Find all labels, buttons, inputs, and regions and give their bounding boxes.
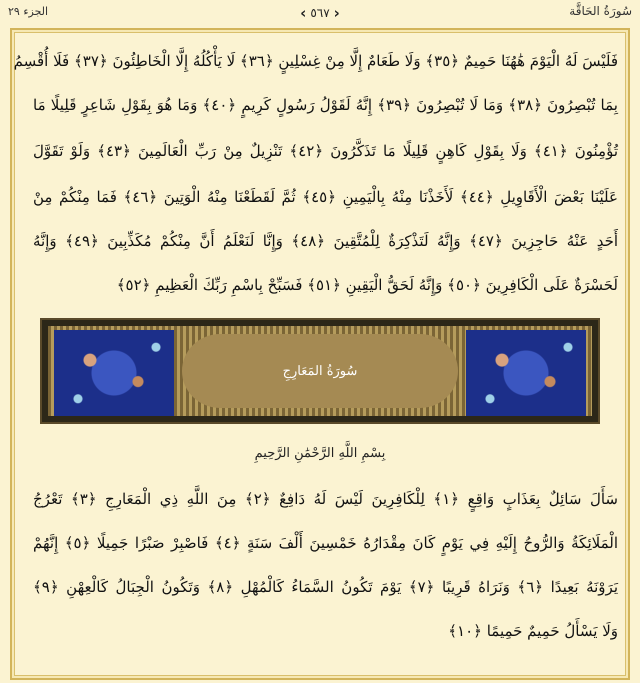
ayah-line: عَلَيْنَا بَعْضَ الْأَقَاوِيلِ ﴿٤٤﴾ لَأَخَذْنَا مِنْهُ بِالْيَمِينِ ﴿٤٥﴾ ثُمَّ لَقَطَعْنَا مِنْهُ الْوَتِينَ ﴿٤٦﴾ فَمَا مِنْكُمْ مِنْ (33, 188, 618, 206)
ayah-line: تُؤْمِنُونَ ﴿٤١﴾ وَلَا بِقَوْلِ كَاهِنٍ قَلِيلًا مَا تَذَكَّرُونَ ﴿٤٢﴾ تَنْزِيلٌ مِنْ رَبِّ الْعَالَمِينَ ﴿٤٣﴾ وَلَوْ تَقَوَّلَ (33, 142, 618, 160)
ayah-line: وَلَا يَسْأَلُ حَمِيمٌ حَمِيمًا ﴿١٠﴾ (448, 622, 618, 640)
ornament-tile-left (54, 330, 174, 416)
current-surah-name: سُورَةُ الحَاقَّة (569, 4, 632, 18)
chevron-right-icon[interactable]: › (333, 4, 340, 22)
ornament-tile-right (466, 330, 586, 416)
ayah-line: فَلَيْسَ لَهُ الْيَوْمَ هَٰهُنَا حَمِيمٌ ﴿٣٥﴾ وَلَا طَعَامٌ إِلَّا مِنْ غِسْلِينٍ ﴿٣٦﴾ لَا يَأْكُلُهُ إِلَّا الْخَاطِئُونَ ﴿٣٧﴾ فَلَا أُقْسِمُ (13, 52, 618, 70)
page-navigator (290, 3, 350, 23)
top-bar (0, 0, 640, 26)
juz-label: الجزء ٢٩ (8, 5, 49, 18)
page-number: ٥٦٧ (310, 6, 330, 20)
ayah-line: الْمَلَائِكَةُ وَالرُّوحُ إِلَيْهِ فِي يَوْمٍ كَانَ مِقْدَارُهُ خَمْسِينَ أَلْفَ سَنَةٍ ﴿٤﴾ فَاصْبِرْ صَبْرًا جَمِيلًا ﴿٥﴾ إِنَّهُمْ (33, 534, 618, 552)
surah-title: سُورَةُ المَعَارِجِ (282, 363, 358, 379)
chevron-left-icon[interactable]: ‹ (300, 4, 307, 22)
ayah-line: سَأَلَ سَائِلٌ بِعَذَابٍ وَاقِعٍ ﴿١﴾ لِلْكَافِرِينَ لَيْسَ لَهُ دَافِعٌ ﴿٢﴾ مِنَ اللَّهِ ذِي الْمَعَارِجِ ﴿٣﴾ تَعْرُجُ (33, 490, 618, 508)
ayah-line: لَحَسْرَةٌ عَلَى الْكَافِرِينَ ﴿٥٠﴾ وَإِنَّهُ لَحَقُّ الْيَقِينِ ﴿٥١﴾ فَسَبِّحْ بِاسْمِ رَبِّكَ الْعَظِيمِ ﴿٥٢﴾ (116, 276, 618, 294)
surah-header-banner (40, 318, 600, 424)
ayah-line: بِمَا تُبْصِرُونَ ﴿٣٨﴾ وَمَا لَا تُبْصِرُونَ ﴿٣٩﴾ إِنَّهُ لَقَوْلُ رَسُولٍ كَرِيمٍ ﴿٤٠﴾ وَمَا هُوَ بِقَوْلِ شَاعِرٍ قَلِيلًا مَا (33, 96, 618, 114)
surah-title-cartouche (182, 334, 458, 408)
ayah-line: أَحَدٍ عَنْهُ حَاجِزِينَ ﴿٤٧﴾ وَإِنَّهُ لَتَذْكِرَةٌ لِلْمُتَّقِينَ ﴿٤٨﴾ وَإِنَّا لَنَعْلَمُ أَنَّ مِنْكُمْ مُكَذِّبِينَ ﴿٤٩﴾ وَإِنَّهُ (33, 232, 619, 250)
ayah-line: يَرَوْنَهُ بَعِيدًا ﴿٦﴾ وَنَرَاهُ قَرِيبًا ﴿٧﴾ يَوْمَ تَكُونُ السَّمَاءُ كَالْمُهْلِ ﴿٨﴾ وَتَكُونُ الْجِبَالُ كَالْعِهْنِ ﴿٩﴾ (33, 578, 618, 596)
bismillah: بِسْمِ اللَّهِ الرَّحْمَٰنِ الرَّحِيمِ (254, 446, 386, 461)
